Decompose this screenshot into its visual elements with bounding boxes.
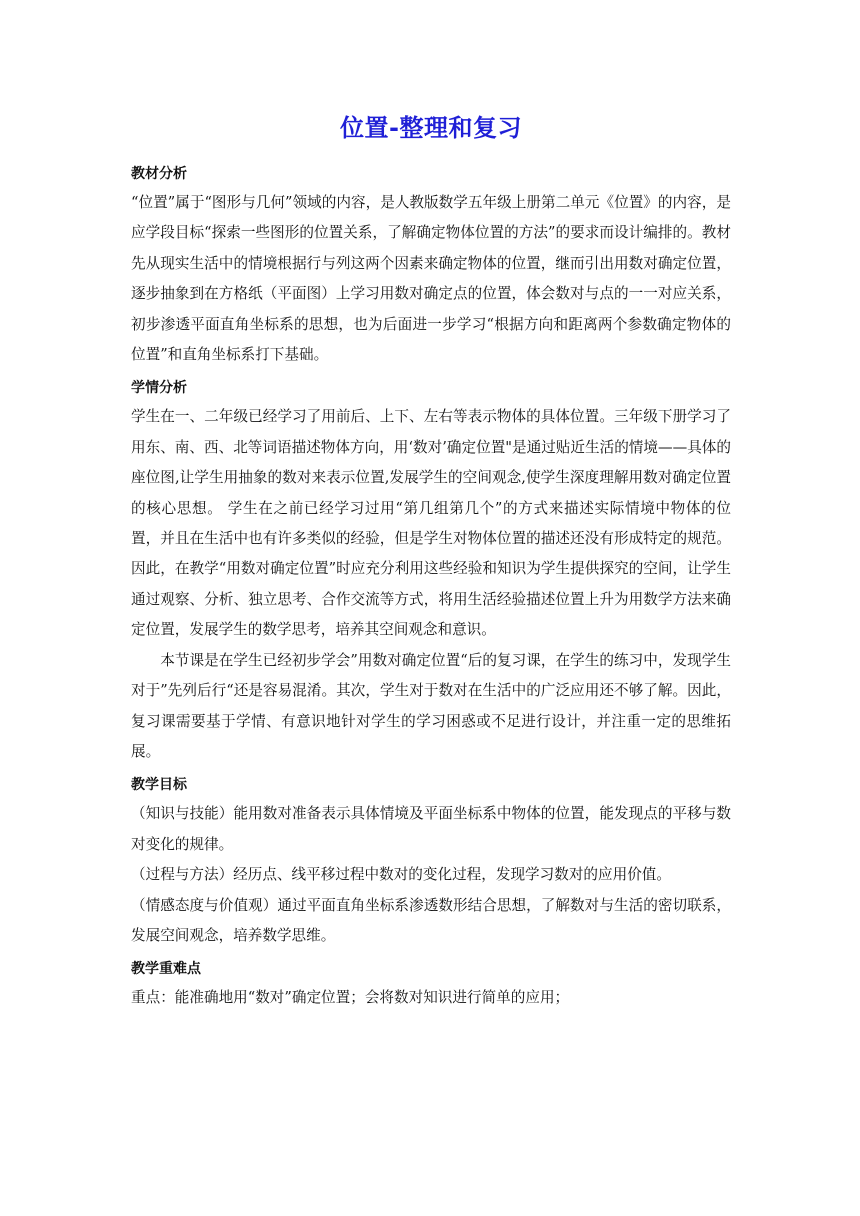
section-student-analysis	[131, 374, 731, 767]
section-heading: 教学重难点	[131, 961, 201, 978]
paragraph: 重点：能准确地用“数对”确定位置；会将数对知识进行简单的应用；	[131, 989, 570, 1007]
section-heading: 教材分析	[131, 166, 187, 182]
paragraph: 本节课是在学生已经初步学会”用数对确定位置“后的复习课，在学生的练习中，发现学生对于”先列后行“还是容易混淆。其次，学生对于数对在生活中的广泛应用还不够了解。因此，复习课需要基于学情、有意识地针对学生的学习困惑或不足进行设计，并注重一定的思维拓展。	[131, 651, 731, 760]
paragraph: （情感态度与价值观）通过平面直角坐标系渗透数形结合思想，了解数对与生活的密切联系，发展空间观念，培养数学思维。	[131, 896, 731, 944]
section-key-difficulties	[131, 955, 731, 1013]
paragraph: （过程与方法）经历点、线平移过程中数对的变化过程，发现学习数对的应用价值。	[131, 866, 671, 884]
paragraph: 学生在一、二年级已经学习了用前后、上下、左右等表示物体的具体位置。三年级下册学习了用东、南、西、北等词语描述物体方向，用‘数对’确定位置"是通过贴近生活的情境——具体的座位图,让学生用抽象的数对来表示位置,发展学生的空间观念,使学生深度理解用数对确定位置的核心思想。 学生在之前已经学习过用“第几组第几个”的方式来描述实际情境中物体的位置，并且在生活中也有许多类似的经验，但是学生对物体位置的描述还没有形成特定的规范。因此，在教学“用数对确定位置”时应充分利用这些经验和知识为学生提供探究的空间，让学生通过观察、分析、独立思考、合作交流等方式，将用生活经验描述位置上升为用数学方法来确定位置，发展学生的数学思考，培养其空间观念和意识。	[131, 408, 731, 639]
section-heading: 教学目标	[131, 777, 187, 794]
paragraph: “位置”属于“图形与几何”领域的内容，是人教版数学五年级上册第二单元《位置》的内容，是应学段目标“探索一些图形的位置关系，了解确定物体位置的方法”的要求而设计编排的。教材先从现实生活中的情境根据行与列这两个因素来确定物体的位置，继而引出用数对确定位置，逐步抽象到在方格纸（平面图）上学习用数对确定点的位置，体会数对与点的一一对应关系，初步渗透平面直角坐标系的思想，也为后面进一步学习“根据方向和距离两个参数确定物体的位置”和直角坐标系打下基础。	[131, 194, 731, 364]
section-teaching-goals	[131, 771, 731, 951]
paragraph: （知识与技能）能用数对准备表示具体情境及平面坐标系中物体的位置，能发现点的平移与数对变化的规律。	[131, 805, 731, 853]
document-title: 位置-整理和复习	[340, 114, 522, 142]
section-textbook-analysis	[131, 160, 731, 370]
section-heading: 学情分析	[131, 380, 187, 397]
document-page	[131, 108, 731, 1014]
